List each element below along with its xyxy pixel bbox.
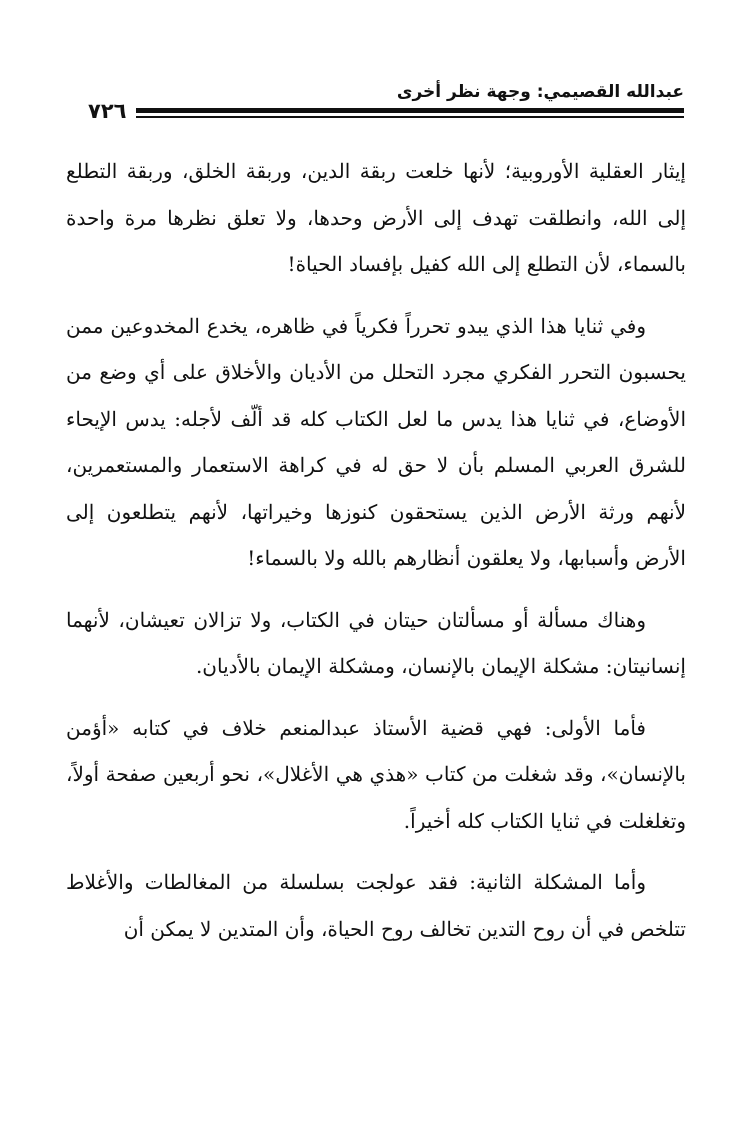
paragraph-continuation: إيثار العقلية الأوروبية؛ لأنها خلعت ربقة الدين، وربقة الخلق، وربقة التطلع إلى الله، وانطلقت تهدف إلى الأرض وحدها، ولا تعلق نظرها مرة واحدة بالسماء، لأن التطلع إلى الله كفيل بإفساد الحياة! xyxy=(66,159,686,276)
header-rule-thick xyxy=(50,108,684,113)
header-rule-thin xyxy=(50,116,684,118)
paragraph: وفي ثنايا هذا الذي يبدو تحرراً فكرياً في ظاهره، يخدع المخدوعين ممن يحسبون التحرر الفكري مجرد التحلل من الأديان والأخلاق على أي وضع من الأوضاع، في ثنايا هذا يدس ما لعل الكتاب كله قد ألّف لأجله: يدس الإيحاء للشرق العربي المسلم بأن لا حق له في كراهة الاستعمار والمستعمرين، لأنهم ورثة الأرض الذين يستحقون كنوزها وخيراتها، لأنهم يتطلعون إلى الأرض وأسبابها، ولا يعلقون أنظارهم بالله ولا بالسماء! xyxy=(66,313,687,570)
page-number: ٧٢٦ xyxy=(78,94,136,128)
paragraph: وهناك مسألة أو مسألتان حيتان في الكتاب، ولا تزالان تعيشان، لأنهما إنسانيتان: مشكلة الإيمان بالإنسان، ومشكلة الإيمان بالأديان. xyxy=(66,607,686,678)
body-text xyxy=(66,148,686,967)
paragraph: وأما المشكلة الثانية: فقد عولجت بسلسلة من المغالطات والأغلاط تتلخص في أن روح التدين تخالف روح الحياة، وأن المتدين لا يمكن أن xyxy=(66,870,686,941)
running-header-title: عبدالله القصيمي: وجهة نظر أخرى xyxy=(396,82,684,102)
header-rule-gap xyxy=(50,103,78,119)
paragraph: فأما الأولى: فهي قضية الأستاذ عبدالمنعم خلاف في كتابه «أؤمن بالإنسان»، وقد شغلت من كتاب «هذي هي الأغلال»، نحو أربعين صفحة أولاً، وتغلغلت في ثنايا الكتاب كله أخيراً. xyxy=(66,715,686,833)
